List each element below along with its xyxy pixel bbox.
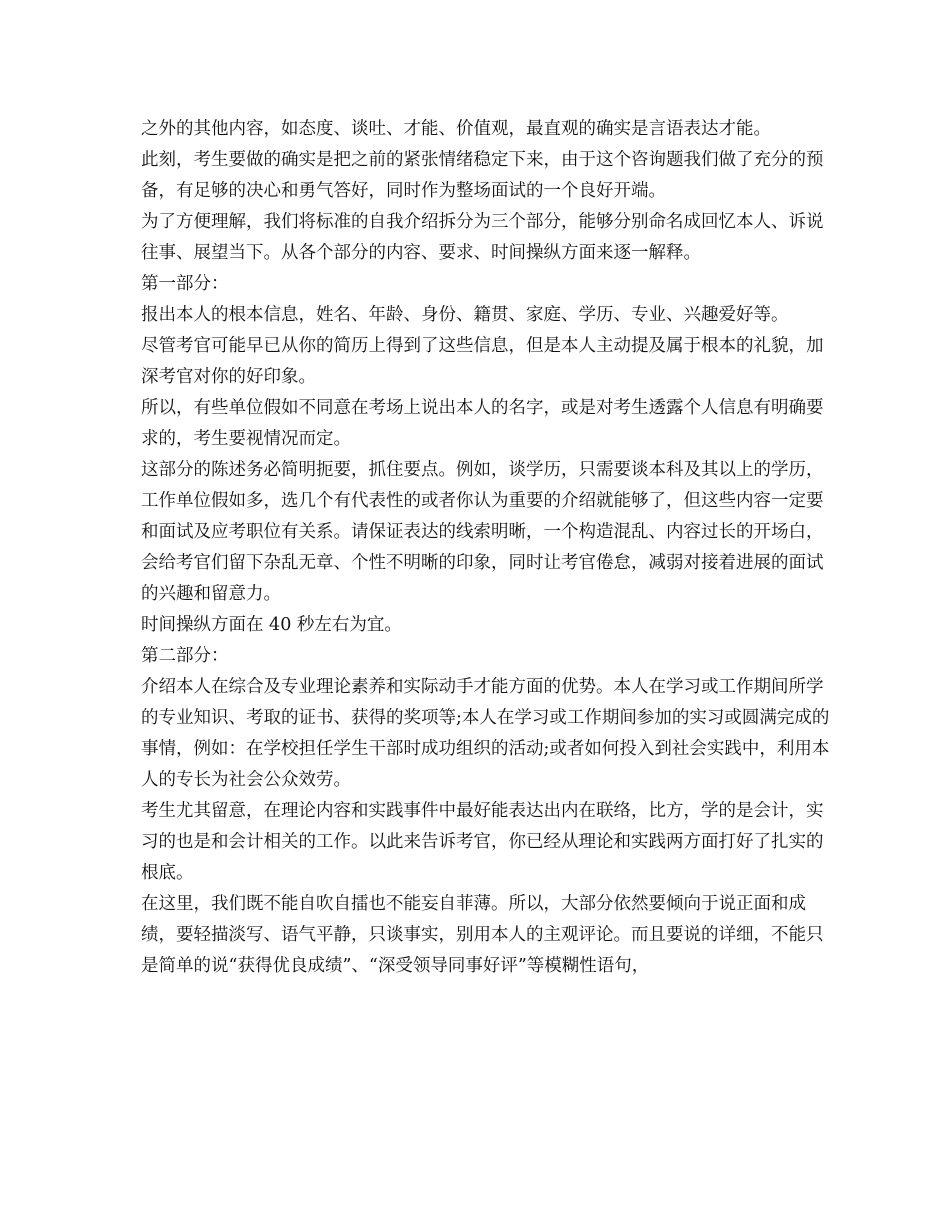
paragraph: 介绍本人在综合及专业理论素养和实际动手才能方面的优势。本人在学习或工作期间所学的专业知识、考取的证书、获得的奖项等;本人在学习或工作期间参加的实习或圆满完成的事情，例如：在学校担任学生干部时成功组织的活动;或者如何投入到社会实践中，利用本人的专长为社会公众效劳。 bbox=[141, 677, 830, 790]
paragraph: 尽管考官可能早已从你的简历上得到了这些信息，但是本人主动提及属于根本的礼貌，加深考官对你的好印象。 bbox=[141, 336, 824, 387]
paragraph: 为了方便理解，我们将标准的自我介绍拆分为三个部分，能够分别命名成回忆本人、诉说往事、展望当下。从各个部分的内容、要求、时间操纵方面来逐一解释。 bbox=[141, 212, 824, 263]
section-heading: 第二部分： bbox=[141, 646, 229, 666]
document-body bbox=[141, 114, 831, 982]
paragraph: 时间操纵方面在 40 秒左右为宜。 bbox=[141, 615, 402, 635]
paragraph: 这部分的陈述务必简明扼要，抓住要点。例如，谈学历，只需要谈本科及其以上的学历，工作单位假如多，选几个有代表性的或者你认为重要的介绍就能够了，但这些内容一定要和面试及应考职位有关系。请保证表达的线索明晰，一个构造混乱、内容过长的开场白，会给考官们留下杂乱无章、个性不明晰的印象，同时让考官倦怠，减弱对接着进展的面试的兴趣和留意力。 bbox=[141, 460, 824, 604]
paragraph: 在这里，我们既不能自吹自擂也不能妄自菲薄。所以，大部分依然要倾向于说正面和成绩，要轻描淡写、语气平静，只谈事实，别用本人的主观评论。而且要说的详细，不能只是简单的说“获得优良成绩”、“深受领导同事好评”等模糊性语句， bbox=[141, 894, 824, 976]
paragraph: 报出本人的根本信息，姓名、年龄、身份、籍贯、家庭、学历、专业、兴趣爱好等。 bbox=[141, 305, 789, 325]
paragraph: 之外的其他内容，如态度、谈吐、才能、价值观，最直观的确实是言语表达才能。 bbox=[141, 119, 771, 139]
paragraph: 此刻，考生要做的确实是把之前的紧张情绪稳定下来，由于这个咨询题我们做了充分的预备，有足够的决心和勇气答好，同时作为整场面试的一个良好开端。 bbox=[141, 150, 824, 201]
paragraph: 所以，有些单位假如不同意在考场上说出本人的名字，或是对考生透露个人信息有明确要求的，考生要视情况而定。 bbox=[141, 398, 824, 449]
section-heading: 第一部分： bbox=[141, 274, 229, 294]
paragraph: 考生尤其留意，在理论内容和实践事件中最好能表达出内在联络，比方，学的是会计，实习的也是和会计相关的工作。以此来告诉考官，你已经从理论和实践两方面打好了扎实的根底。 bbox=[141, 801, 824, 883]
